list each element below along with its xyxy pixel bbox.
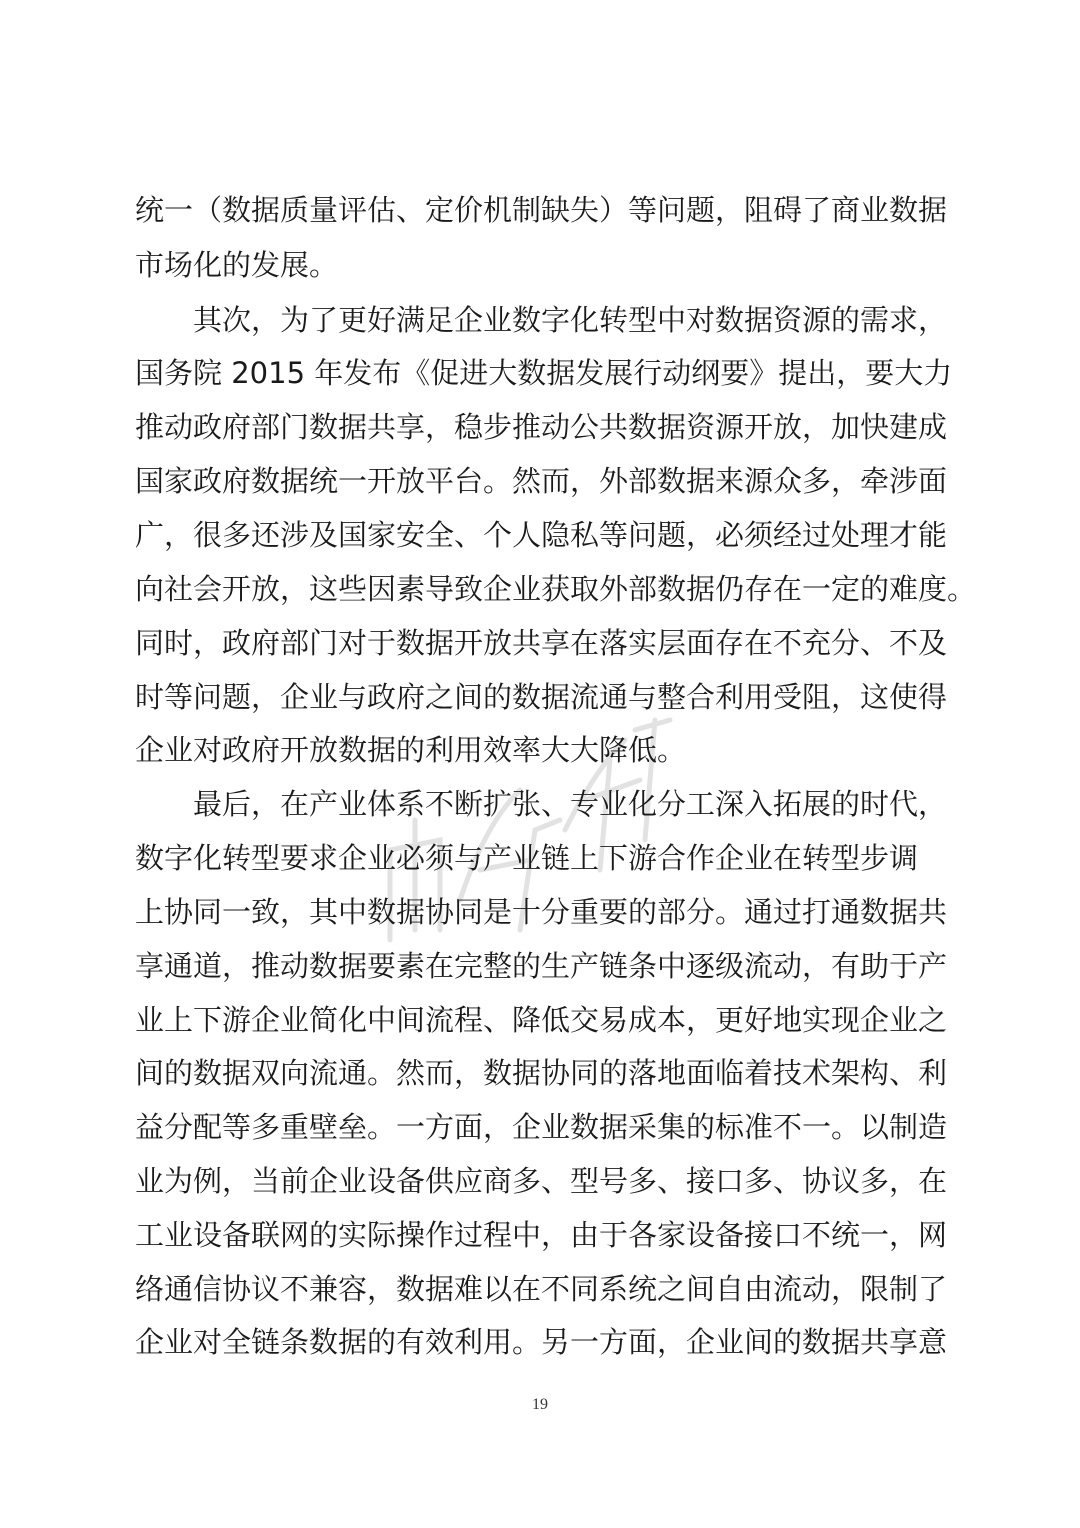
text-line: 市场化的发展。 [135,248,339,282]
text-line: 享通道，推动数据要素在完整的生产链条中逐级流动，有助于产 [135,949,948,983]
text-line: 其次，为了更好满足企业数字化转型中对数据资源的需求， [193,303,948,337]
text-line: 业上下游企业简化中间流程、降低交易成本，更好地实现企业之 [135,1003,948,1037]
page-number: 19 [532,1396,548,1413]
text-line: 工业设备联网的实际操作过程中，由于各家设备接口不统一，网 [135,1218,948,1252]
text-line: 广，很多还涉及国家安全、个人隐私等问题，必须经过处理才能 [135,518,948,552]
text-line: 最后，在产业体系不断扩张、专业化分工深入拓展的时代， [193,787,948,821]
text-line: 企业对全链条数据的有效利用。另一方面，企业间的数据共享意 [135,1325,948,1359]
text-line: 络通信协议不兼容，数据难以在不同系统之间自由流动，限制了 [135,1272,948,1306]
text-line: 国家政府数据统一开放平台。然而，外部数据来源众多，牵涉面 [135,464,948,498]
text-line: 间的数据双向流通。然而，数据协同的落地面临着技术架构、利 [135,1056,948,1090]
text-line: 时等问题，企业与政府之间的数据流通与整合利用受阻，这使得 [135,680,948,714]
text-line: 企业对政府开放数据的利用效率大大降低。 [135,733,687,767]
text-line: 上协同一致，其中数据协同是十分重要的部分。通过打通数据共 [135,895,948,929]
text-line: 同时，政府部门对于数据开放共享在落实层面存在不充分、不及 [135,626,948,660]
text-line: 益分配等多重壁垒。一方面，企业数据采集的标准不一。以制造 [135,1110,948,1144]
text-line: 统一（数据质量评估、定价机制缺失）等问题，阻碍了商业数据 [135,193,948,227]
text-line: 业为例，当前企业设备供应商多、型号多、接口多、协议多，在 [135,1164,948,1198]
text-line: 国务院 2015 年发布《促进大数据发展行动纲要》提出，要大力 [135,356,953,390]
text-line: 数字化转型要求企业必须与产业链上下游合作企业在转型步调 [135,841,919,875]
text-line: 推动政府部门数据共享，稳步推动公共数据资源开放，加快建成 [135,410,948,444]
text-line: 向社会开放，这些因素导致企业获取外部数据仍存在一定的难度。 [135,572,977,606]
